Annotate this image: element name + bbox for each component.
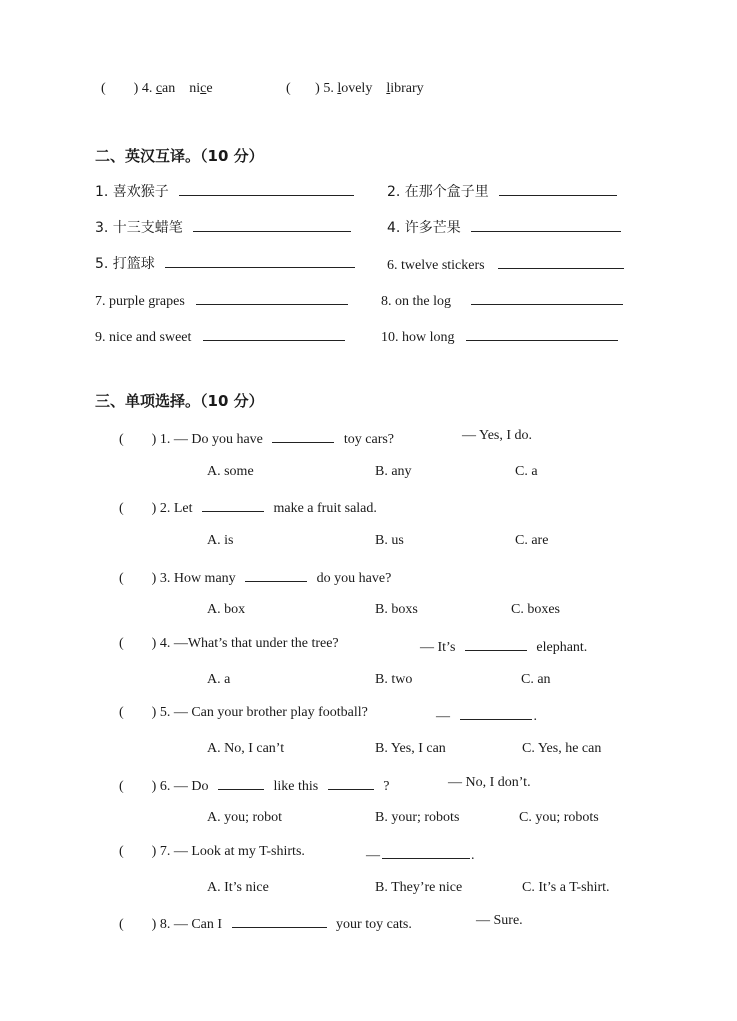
- option-c[interactable]: C. are: [515, 533, 549, 548]
- option-b[interactable]: B. your; robots: [375, 810, 460, 825]
- answer-parentheses[interactable]: ( ): [119, 636, 157, 651]
- answer-parentheses[interactable]: ( ): [119, 844, 157, 859]
- choice-question: [119, 567, 391, 587]
- question-text: ?: [383, 779, 390, 794]
- option-a[interactable]: A. It’s nice: [207, 880, 269, 895]
- question-text: 8. — Can I: [159, 917, 223, 932]
- option-b[interactable]: B. two: [375, 672, 413, 687]
- option-b[interactable]: B. any: [375, 464, 412, 479]
- translation-item: 2. 在那个盒子里: [387, 181, 617, 201]
- question-text: 1. — Do you have: [159, 432, 263, 447]
- answer-blank[interactable]: [203, 326, 345, 341]
- answer-blank[interactable]: [328, 775, 374, 790]
- word-lovely: lovely: [337, 81, 373, 96]
- choice-question: [119, 705, 368, 721]
- answer-blank[interactable]: [202, 497, 264, 512]
- answer-parentheses[interactable]: ( ): [119, 571, 157, 586]
- option-b[interactable]: B. us: [375, 533, 404, 548]
- option-a[interactable]: A. a: [207, 672, 231, 687]
- response-text: — No, I don’t.: [448, 775, 531, 790]
- option-a[interactable]: A. some: [207, 464, 254, 479]
- response-text: — .: [436, 705, 537, 725]
- option-b[interactable]: B. boxs: [375, 602, 418, 617]
- question-text: like this: [273, 779, 319, 794]
- answer-blank[interactable]: [232, 913, 327, 928]
- question-text: 5. — Can your brother play football?: [159, 705, 368, 720]
- translation-item: 8. on the log: [381, 290, 623, 310]
- option-a[interactable]: A. No, I can’t: [207, 741, 285, 756]
- translation-item: 10. how long: [381, 326, 618, 346]
- option-b[interactable]: B. Yes, I can: [375, 741, 446, 756]
- answer-blank[interactable]: [272, 428, 334, 443]
- choice-question: [119, 636, 339, 652]
- answer-blank[interactable]: [179, 181, 354, 196]
- choice-question: [119, 775, 389, 795]
- answer-blank[interactable]: [499, 181, 617, 196]
- question-text: do you have?: [316, 571, 392, 586]
- response-text: — .: [366, 844, 475, 864]
- response-text: — Sure.: [476, 913, 523, 928]
- option-c[interactable]: C. boxes: [511, 602, 560, 617]
- option-c[interactable]: C. a: [515, 464, 538, 479]
- answer-blank[interactable]: [196, 290, 348, 305]
- translation-item: 6. twelve stickers: [387, 254, 624, 274]
- answer-parentheses[interactable]: ( ): [101, 81, 139, 96]
- question-text: make a fruit salad.: [273, 501, 377, 516]
- question-number: 5.: [323, 81, 334, 96]
- section-title: 二、英汉互译。（10 分）: [95, 147, 264, 165]
- answer-blank[interactable]: [460, 705, 532, 720]
- translation-item: 1. 喜欢猴子: [95, 181, 354, 201]
- answer-parentheses[interactable]: ( ): [119, 779, 157, 794]
- word-library: library: [386, 81, 424, 96]
- translation-item: 4. 许多芒果: [387, 217, 621, 237]
- phonics-q5: [286, 81, 424, 97]
- response-text: — Yes, I do.: [462, 428, 533, 443]
- option-c[interactable]: C. Yes, he can: [522, 741, 602, 756]
- answer-parentheses[interactable]: ( ): [119, 432, 157, 447]
- answer-parentheses[interactable]: ( ): [286, 81, 320, 96]
- option-a[interactable]: A. is: [207, 533, 234, 548]
- answer-parentheses[interactable]: ( ): [119, 917, 157, 932]
- option-a[interactable]: A. you; robot: [207, 810, 283, 825]
- translation-item: 7. purple grapes: [95, 290, 348, 310]
- answer-blank[interactable]: [466, 326, 618, 341]
- response-text: — It’s elephant.: [420, 636, 587, 656]
- answer-blank[interactable]: [382, 844, 470, 859]
- option-c[interactable]: C. It’s a T-shirt.: [522, 880, 610, 895]
- translation-item: 3. 十三支蜡笔: [95, 217, 351, 237]
- answer-parentheses[interactable]: ( ): [119, 501, 157, 516]
- option-b[interactable]: B. They’re nice: [375, 880, 463, 895]
- answer-blank[interactable]: [245, 567, 307, 582]
- word-nice: nice: [189, 81, 213, 96]
- answer-blank[interactable]: [193, 217, 351, 232]
- question-text: your toy cats.: [336, 917, 412, 932]
- section-title: 三、单项选择。（10 分）: [95, 392, 264, 410]
- question-text: 6. — Do: [159, 779, 209, 794]
- answer-blank[interactable]: [465, 636, 527, 651]
- answer-blank[interactable]: [471, 217, 621, 232]
- answer-blank[interactable]: [498, 254, 624, 269]
- word-can: can: [155, 81, 176, 96]
- option-c[interactable]: C. you; robots: [519, 810, 599, 825]
- question-text: 3. How many: [159, 571, 236, 586]
- choice-question: [119, 497, 377, 517]
- answer-blank[interactable]: [218, 775, 264, 790]
- option-c[interactable]: C. an: [521, 672, 551, 687]
- choice-question: [119, 913, 412, 933]
- choice-question: [119, 428, 394, 448]
- answer-blank[interactable]: [165, 253, 355, 268]
- question-text: 7. — Look at my T-shirts.: [159, 844, 305, 859]
- choice-question: [119, 844, 305, 860]
- question-text: 4. —What’s that under the tree?: [159, 636, 339, 651]
- phonics-q4: [101, 81, 213, 97]
- answer-parentheses[interactable]: ( ): [119, 705, 157, 720]
- translation-item: 5. 打篮球: [95, 253, 355, 273]
- translation-item: 9. nice and sweet: [95, 326, 345, 346]
- question-text: 2. Let: [159, 501, 193, 516]
- answer-blank[interactable]: [471, 290, 623, 305]
- option-a[interactable]: A. box: [207, 602, 246, 617]
- question-text: toy cars?: [343, 432, 395, 447]
- question-number: 4.: [141, 81, 153, 96]
